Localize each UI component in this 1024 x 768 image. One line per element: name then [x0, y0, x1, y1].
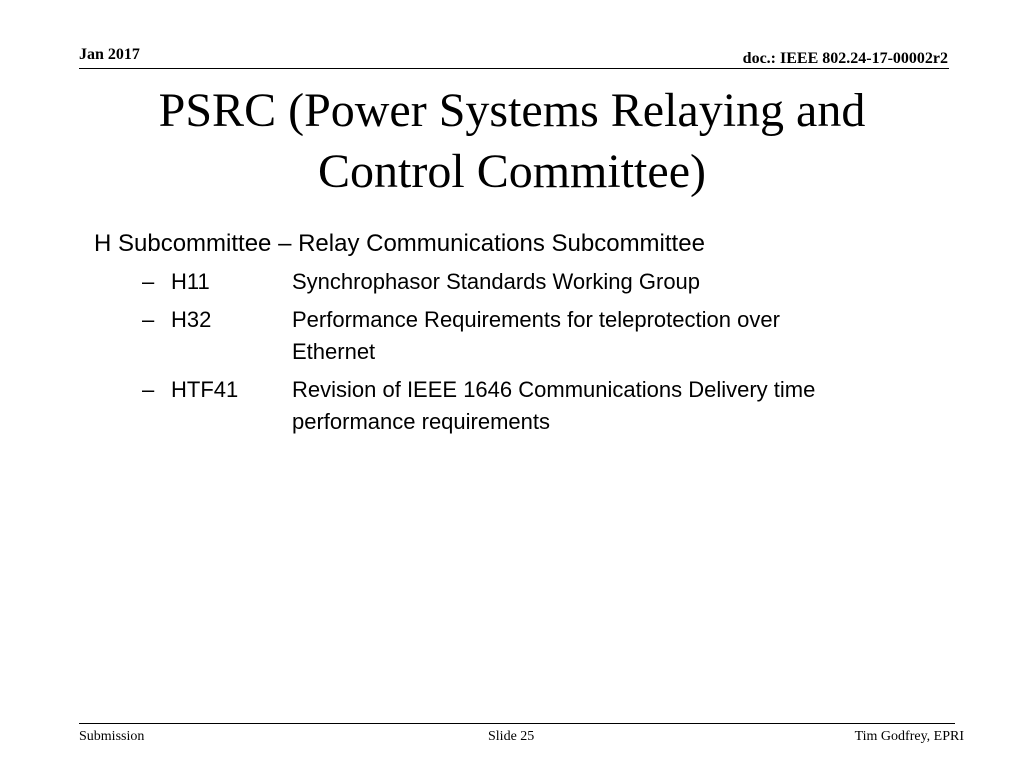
main-bullet: H Subcommittee – Relay Communications Subcommittee [94, 230, 705, 257]
group-code: H32 [171, 307, 212, 332]
sub-bullet-htf41 [94, 374, 954, 438]
footer-author: Tim Godfrey, EPRI [854, 729, 964, 744]
header-divider [79, 68, 949, 69]
bullet-dash: – [142, 377, 155, 402]
group-description: Revision of IEEE 1646 Communications Delivery time performance requirements [292, 377, 816, 434]
sub-bullet-h32 [94, 304, 954, 368]
sub-bullet-h11 [94, 266, 954, 298]
slide-title: PSRC (Power Systems Relaying and Control Committee) [158, 84, 866, 198]
group-code: H11 [171, 269, 210, 294]
footer-submission: Submission [79, 729, 145, 744]
header-date: Jan 2017 [79, 46, 140, 63]
group-description: Synchrophasor Standards Working Group [292, 269, 701, 294]
group-description: Performance Requirements for teleprotection over Ethernet [292, 307, 780, 364]
header-doc-id: doc.: IEEE 802.24-17-00002r2 [742, 50, 948, 67]
group-code: HTF41 [171, 377, 239, 402]
slide-content [94, 228, 954, 438]
bullet-dash: – [142, 307, 155, 332]
footer-divider [79, 723, 955, 724]
footer-slide-number: Slide 25 [488, 729, 535, 744]
bullet-dash: – [142, 269, 155, 294]
